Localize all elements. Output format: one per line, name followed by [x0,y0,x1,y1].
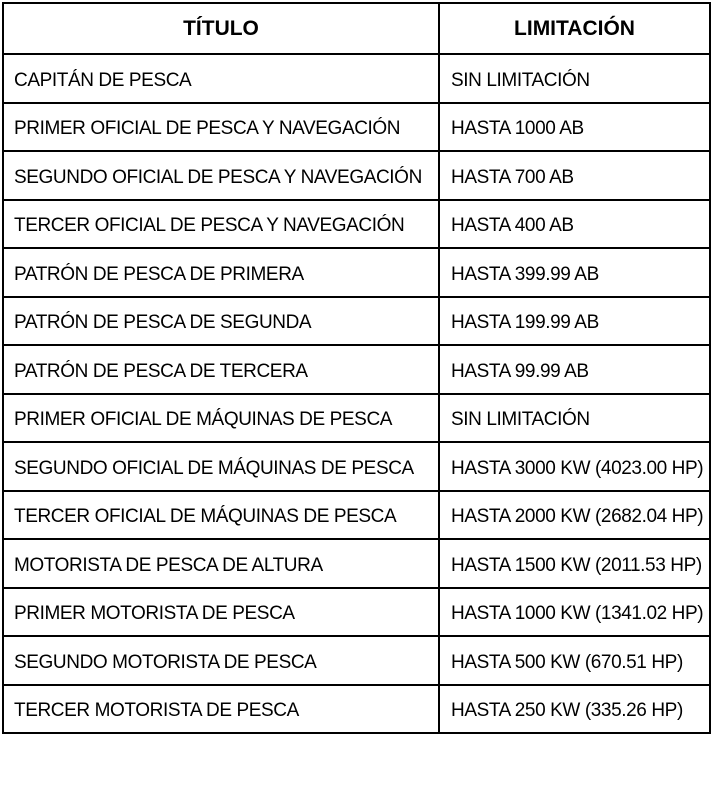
header-limitacion: LIMITACIÓN [439,3,710,54]
table-row [3,345,710,394]
table-row [3,103,710,152]
table-row [3,491,710,540]
table-row [3,297,710,346]
titulo-cell: PATRÓN DE PESCA DE TERCERA [3,345,439,394]
limitacion-cell: HASTA 399.99 AB [439,248,710,297]
titulo-cell: CAPITÁN DE PESCA [3,54,439,103]
limitacion-cell: HASTA 700 AB [439,151,710,200]
limitacion-cell: HASTA 99.99 AB [439,345,710,394]
titulo-cell: PRIMER MOTORISTA DE PESCA [3,588,439,637]
titulo-cell: MOTORISTA DE PESCA DE ALTURA [3,539,439,588]
header-titulo: TÍTULO [3,3,439,54]
table-row [3,636,710,685]
limitacion-cell: HASTA 199.99 AB [439,297,710,346]
limitacion-cell: HASTA 2000 KW (2682.04 HP) [439,491,710,540]
limitacion-cell: SIN LIMITACIÓN [439,394,710,443]
limitacion-cell: HASTA 250 KW (335.26 HP) [439,685,710,734]
titulo-cell: SEGUNDO OFICIAL DE MÁQUINAS DE PESCA [3,442,439,491]
limitacion-cell: SIN LIMITACIÓN [439,54,710,103]
limitacion-cell: HASTA 500 KW (670.51 HP) [439,636,710,685]
header-row [3,3,710,54]
table-row [3,588,710,637]
limitacion-cell: HASTA 1500 KW (2011.53 HP) [439,539,710,588]
table-row [3,442,710,491]
titulo-cell: TERCER OFICIAL DE PESCA Y NAVEGACIÓN [3,200,439,249]
limitacion-cell: HASTA 400 AB [439,200,710,249]
table-row [3,200,710,249]
table-row [3,685,710,734]
table-row [3,151,710,200]
table-row [3,248,710,297]
titulo-cell: SEGUNDO OFICIAL DE PESCA Y NAVEGACIÓN [3,151,439,200]
titulo-cell: TERCER OFICIAL DE MÁQUINAS DE PESCA [3,491,439,540]
titulo-cell: PRIMER OFICIAL DE PESCA Y NAVEGACIÓN [3,103,439,152]
limitacion-cell: HASTA 1000 AB [439,103,710,152]
table-body [3,54,710,733]
titulo-cell: SEGUNDO MOTORISTA DE PESCA [3,636,439,685]
titulo-cell: PATRÓN DE PESCA DE SEGUNDA [3,297,439,346]
limitacion-cell: HASTA 3000 KW (4023.00 HP) [439,442,710,491]
titulo-cell: TERCER MOTORISTA DE PESCA [3,685,439,734]
table-row [3,394,710,443]
titulo-cell: PATRÓN DE PESCA DE PRIMERA [3,248,439,297]
titles-limitations-table [2,2,711,734]
table-row [3,54,710,103]
table-row [3,539,710,588]
limitacion-cell: HASTA 1000 KW (1341.02 HP) [439,588,710,637]
titulo-cell: PRIMER OFICIAL DE MÁQUINAS DE PESCA [3,394,439,443]
